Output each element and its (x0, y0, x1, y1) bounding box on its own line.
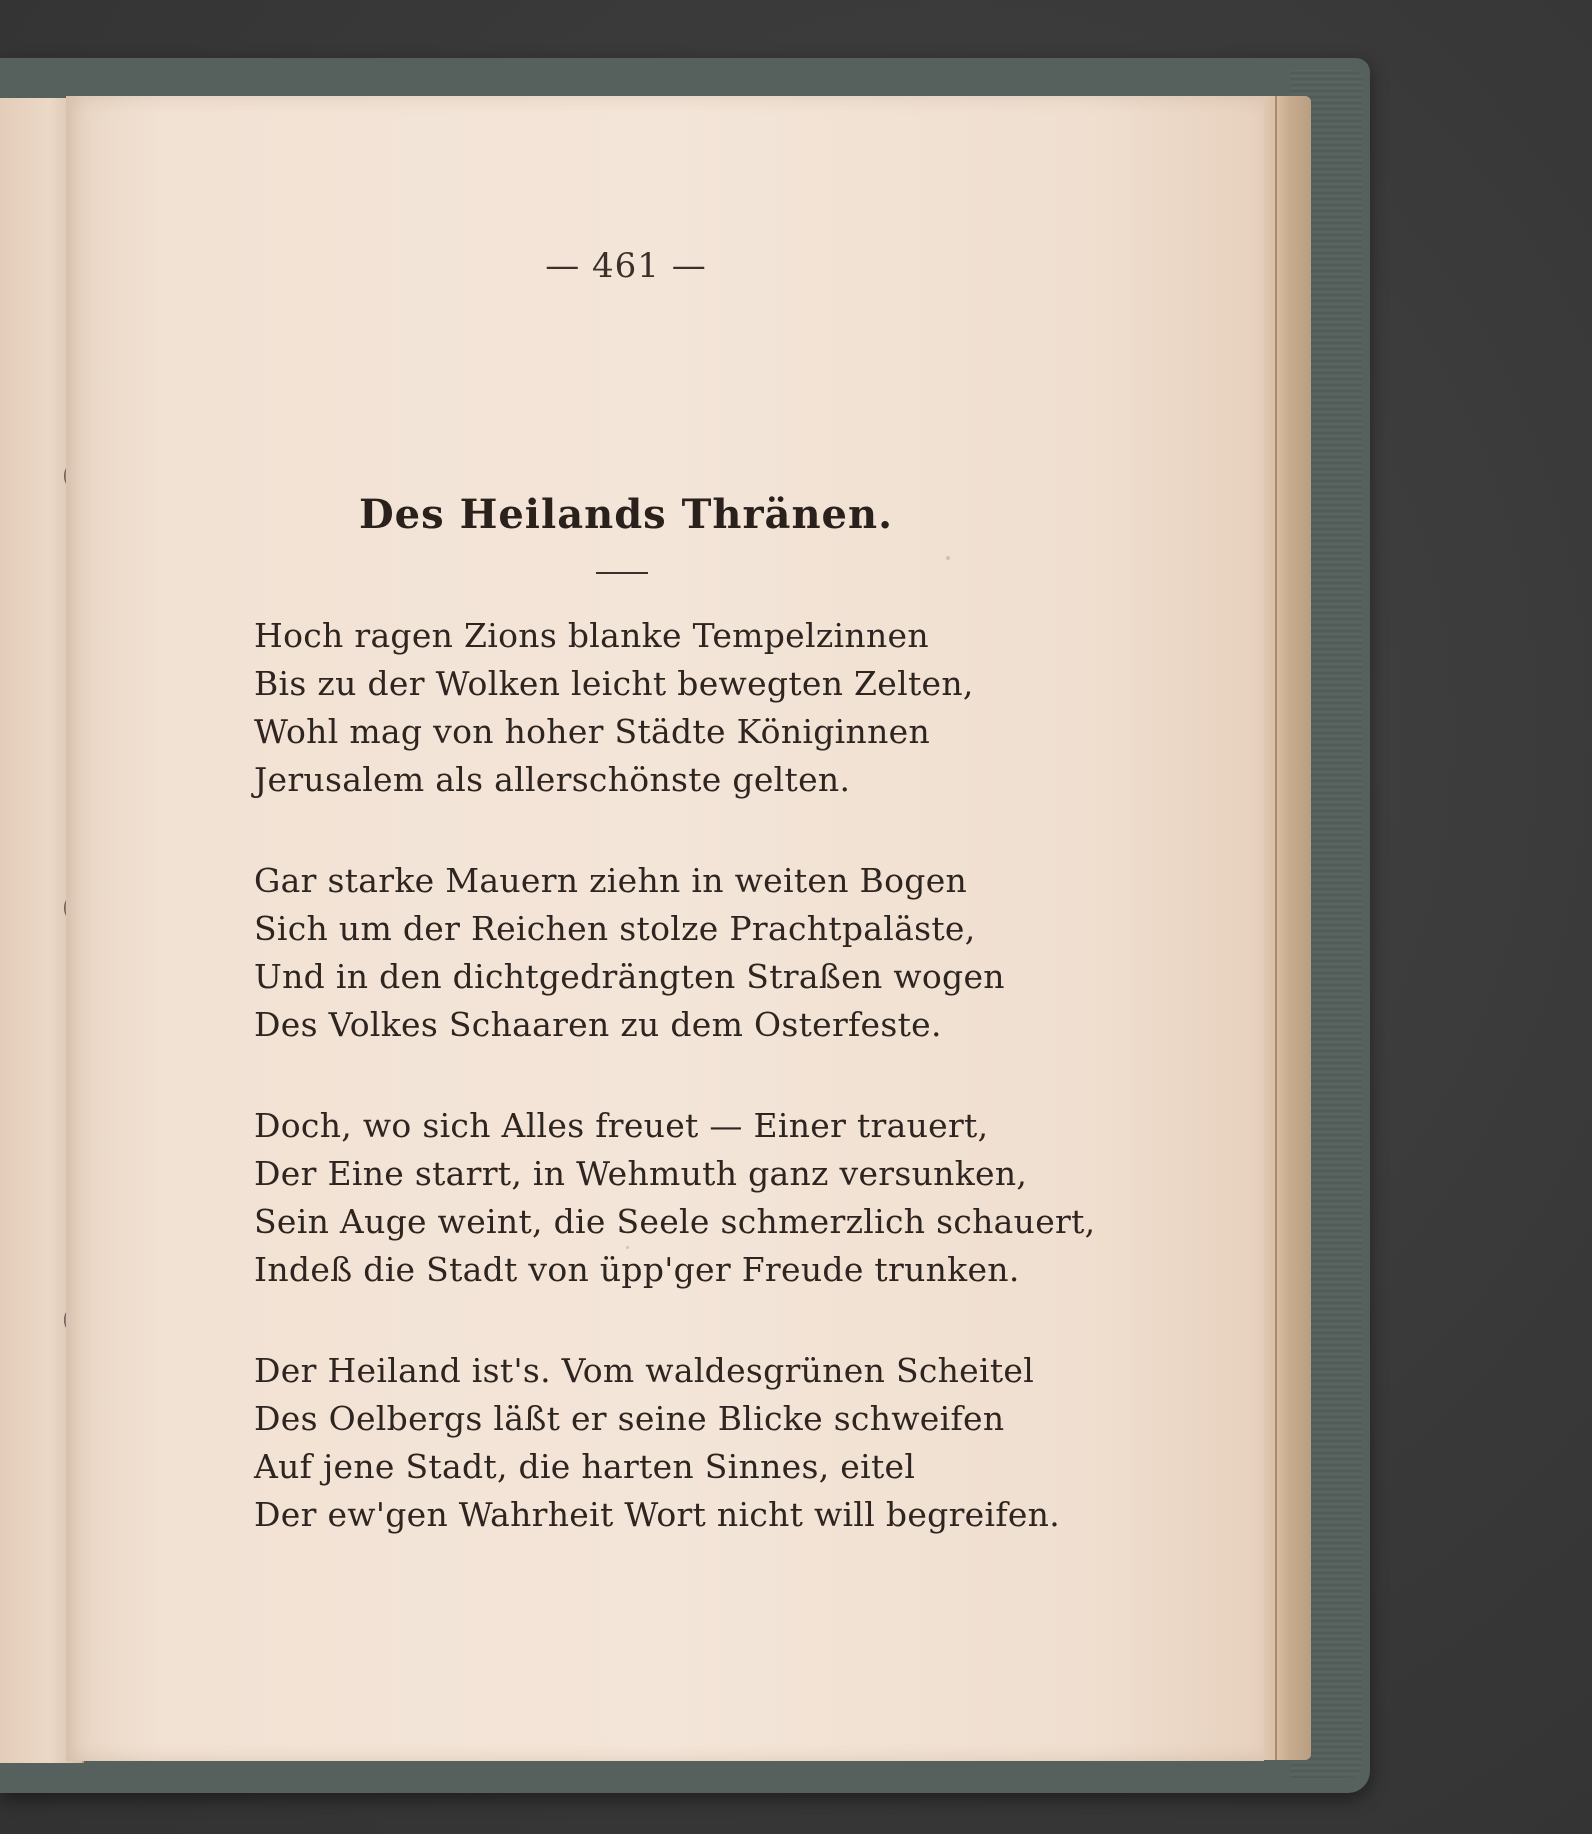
poem-body (254, 612, 1154, 1592)
poem-line: Der Eine starrt, in Wehmuth ganz versunken, (254, 1154, 1028, 1193)
poem-line: Wohl mag von hoher Städte Königinnen (254, 712, 931, 751)
title-divider (596, 572, 648, 574)
poem-line: Gar starke Mauern ziehn in weiten Bogen (254, 861, 968, 900)
poem-line: Auf jene Stadt, die harten Sinnes, eitel (254, 1447, 916, 1486)
poem-line: Des Volkes Schaaren zu dem Osterfeste. (254, 1005, 942, 1044)
stanza (254, 1347, 1154, 1539)
poem-line: Jerusalem als allerschönste gelten. (254, 760, 851, 799)
stanza (254, 1102, 1154, 1294)
stanza (254, 857, 1154, 1049)
poem-line: Sich um der Reichen stolze Prachtpaläste, (254, 909, 976, 948)
poem-line: Der ew'gen Wahrheit Wort nicht will begreifen. (254, 1495, 1061, 1534)
poem-line: Doch, wo sich Alles freuet — Einer trauert, (254, 1106, 989, 1145)
poem-line: Der Heiland ist's. Vom waldesgrünen Scheitel (254, 1351, 1035, 1390)
poem-line: Des Oelbergs läßt er seine Blicke schweifen (254, 1399, 1005, 1438)
poem-line: Sein Auge weint, die Seele schmerzlich schauert, (254, 1202, 1096, 1241)
page-number: — 461 — (545, 246, 707, 286)
poem-line: Und in den dichtgedrängten Straßen wogen (254, 957, 1005, 996)
stanza (254, 612, 1154, 804)
poem-line: Bis zu der Wolken leicht bewegten Zelten, (254, 664, 974, 703)
poem-line: Hoch ragen Zions blanke Tempelzinnen (254, 616, 929, 655)
poem-title: Des Heilands Thränen. (358, 491, 893, 538)
right-page (66, 96, 1264, 1761)
poem-line: Indeß die Stadt von üpp'ger Freude trunken. (254, 1250, 1020, 1289)
paper-speck (626, 1246, 629, 1249)
paper-speck (971, 976, 974, 979)
paper-speck (946, 556, 950, 560)
